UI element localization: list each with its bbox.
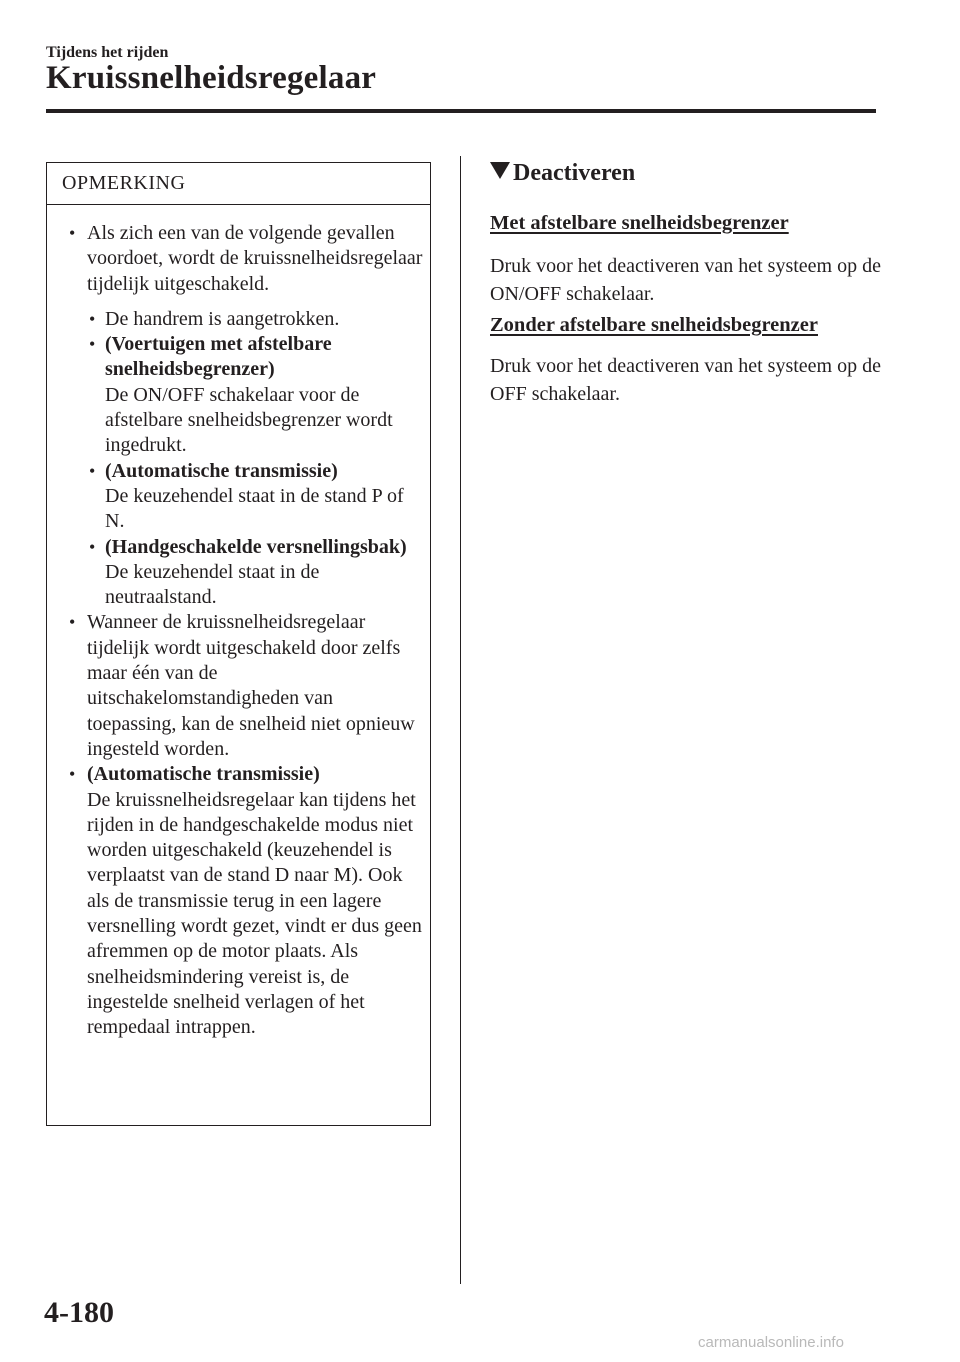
page-title: Kruissnelheidsregelaar [46, 60, 377, 96]
bullet-dot-icon: • [69, 764, 76, 785]
title-rule [46, 109, 876, 113]
section-heading [490, 160, 885, 187]
triangle-down-icon [490, 162, 510, 179]
watermark: carmanualsonline.info [698, 1334, 844, 1351]
bullet-dot-icon: • [69, 612, 76, 633]
note-subitem [89, 535, 424, 611]
note-subitem [89, 459, 424, 535]
subheading-without-limiter: Zonder afstelbare snelheidsbegrenzer [490, 314, 818, 336]
note-item [62, 762, 424, 1040]
paragraph-with-limiter: Druk voor het deactiveren van het systeem op de ON/OFF schakelaar. [490, 255, 881, 305]
bullet-dot-icon: • [89, 334, 96, 355]
note-item-qualifier: (Automatische transmissie) [87, 763, 320, 786]
note-item [62, 221, 424, 297]
note-body [47, 205, 430, 1041]
note-item-text: Als zich een van de volgende gevallen voordoet, wordt de kruissnelheidsregelaar tijdelijk uitgeschakeld. [87, 222, 423, 295]
note-subitem [89, 307, 424, 332]
bullet-dot-icon: • [69, 223, 76, 243]
note-subitem [89, 332, 424, 458]
bullet-dot-icon: • [89, 536, 96, 557]
section-heading-text: Deactiveren [513, 160, 636, 186]
note-subitem-text: De handrem is aangetrokken. [105, 307, 340, 330]
note-subitem-qualifier: (Voertuigen met afstelbare snelheidsbegrenzer) [105, 333, 332, 381]
note-sublist [62, 307, 424, 611]
column-divider [460, 156, 461, 1284]
note-subitem-text: De keuzehendel staat in de neutraalstand. [105, 560, 320, 609]
section-kicker: Tijdens het rijden [46, 44, 169, 61]
note-box [46, 162, 431, 1126]
note-item-text: De kruissnelheidsregelaar kan tijdens het rijden in de handgeschakelde modus niet worden uitgeschakeld (keuzehendel is verplaatst van de stand D naar M). Ook als de transmissie terug in een lagere versnelling wordt gezet, vindt er dus geen afremmen op de motor plaats. Als snelheidsmindering vereist is, de ingestelde snelheid verlagen of het rempedaal intrappen. [87, 788, 422, 1039]
note-heading: OPMERKING [47, 163, 430, 205]
paragraph-without-limiter: Druk voor het deactiveren van het systeem op de OFF schakelaar. [490, 355, 881, 405]
note-item-text: Wanneer de kruissnelheidsregelaar tijdelijk wordt uitgeschakeld door zelfs maar één van de uitschakelomstandigheden van toepassing, kan de snelheid niet opnieuw ingesteld worden. [87, 611, 415, 760]
bullet-dot-icon: • [89, 308, 96, 329]
note-item [62, 610, 424, 762]
page-number: 4-180 [44, 1296, 114, 1329]
note-subitem-qualifier: (Handgeschakelde versnellingsbak) [105, 535, 407, 558]
note-subitem-text: De ON/OFF schakelaar voor de afstelbare snelheidsbegrenzer wordt ingedrukt. [105, 383, 393, 457]
note-subitem-text: De keuzehendel staat in de stand P of N. [105, 484, 404, 533]
note-subitem-qualifier: (Automatische transmissie) [105, 459, 338, 482]
subheading-with-limiter: Met afstelbare snelheidsbegrenzer [490, 212, 789, 234]
bullet-dot-icon: • [89, 460, 96, 481]
